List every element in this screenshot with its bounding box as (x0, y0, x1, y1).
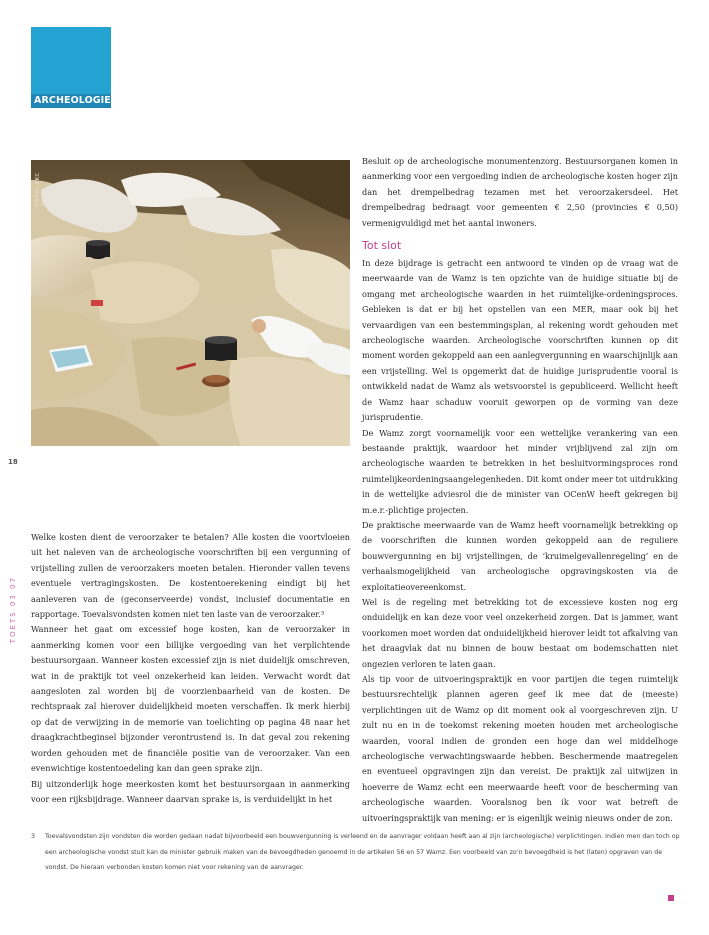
paragraph: Wanneer het gaat om excessief hoge kosten, kan de veroorzaker in aanmerking komen voor een billijke vergoeding van het verplichtende bestuursorgaan. Wanneer kosten excessief zijn is niet duidelijk omschreven, wat in de praktijk tot veel onzekerheid kan leiden. Verwacht wordt dat aangesloten zal worden bij de voorzienbaarheid van de kosten. De rechtspraak zal hierover duidelijkheid moeten verschaffen. Ik merk hierbij op dat de verwijzing in de memorie van toelichting op pagina 48 naar het draagkrachtbeginsel bijzonder verontrustend is. In dat geval zou rekening worden gehouden met de financiële positie van de veroorzaker. Van een evenwichtige kostentoedeling kan dan geen sprake zijn. (31, 624, 350, 774)
footnote-number: 3 (31, 833, 35, 840)
footnote (31, 829, 681, 876)
end-of-article-mark (668, 895, 674, 901)
section-heading: Tot slot (362, 239, 402, 253)
paragraph: De Wamz zorgt voornamelijk voor een wettelijke verankering van een bestaande praktijk, waardoor het minder vrijblijvend zal zijn om archeologische waarden te betrekken in het besluitvormingsproces rond ruimtelijkeordeningsaangelegenheden. Dit komt onder meer tot uitdrukking in de wettelijke adviesrol die de minister van OCenW heeft gekregen bij m.e.r.-plichtige projecten. (362, 427, 678, 515)
paragraph: Besluit op de archeologische monumentenzorg. Bestuursorganen komen in aanmerking voor een vergoeding indien de archeologische kosten hoger zijn dan het drempelbedrag tezamen met het veroorzakersdeel. Het drempelbedrag bedraagt voor gemeenten € 2,50 (provincies € 0,50) vermenigvuldigd met het aantal inwoners. (362, 156, 678, 228)
left-text-column (31, 530, 350, 807)
excavation-photo (31, 160, 350, 446)
page-number: 18 (8, 458, 18, 466)
paragraph: Wel is de regeling met betrekking tot de excessieve kosten nog erg onduidelijk en kan deze voor veel onzekerheid zorgen. Dat is jammer, want voorkomen moet worden dat onduidelijkheid hierover leidt tot afkalving van het draagvlak dat nu binnen de bouw bestaat om bodemschatten niet ongezien verloren te laten gaan. (362, 596, 678, 669)
footnote-text: Toevalsvondsten zijn vondsten die worden gedaan nadat bijvoorbeeld een bouwvergunning is verleend en de aanvrager voldaan heeft aan al zijn (archeologische) verplichtingen. Indien men dan toch op een archeologische vondst stuit kan de minister gebruik maken van de bevoegdheden genoemd in de artikelen 56 en 57 Wamz. Een voorbeeld van zo’n bevoegdheid is het (laten) opgraven van de vondst. De hieraan verbonden kosten komen niet voor rekening van de aanvrager. (45, 833, 680, 871)
paragraph: In deze bijdrage is getracht een antwoord te vinden op de vraag wat de meerwaarde van de Wamz is ten opzichte van de huidige situatie bij de omgang met archeologische waarden in het ruimtelijke-ordeningsproces. Gebleken is dat er bij het opstellen van een MER, maar ook bij het vervaardigen van een bestemmingsplan, al rekening wordt gehouden met archeologische waarden. Archeologische voorschriften kunnen op dit moment worden gekoppeld aan een aanlegvergunning en waarschijnlijk aan een vrijstelling. Wel is opgemerkt dat de huidige jurisprudentie vooral is ontwikkeld nadat de Wamz als wetsvoorstel is gepubliceerd. Wellicht heeft de Wamz haar schaduw vooruit geworpen op de vorming van deze jurisprudentie. (362, 258, 678, 423)
photo-credit: FOTO: SKC HU (35, 172, 47, 206)
section-label: ARCHEOLOGIE (31, 94, 111, 108)
right-text-column (362, 154, 678, 826)
paragraph: Als tip voor de uitvoeringspraktijk en voor partijen die tegen ruimtelijk bestuursrechtelijk plannen ageren geef ik mee dat de (meeste) verplichtingen uit de Wamz op dit moment ook al voorgeschreven zijn. U zult nu en in de toekomst rekening moeten houden met archeologische waarden, vooral indien de gronden een hoge dan wel middelhoge archeologische verwachtingswaarde hebben. Beschermende maatregelen en eventueel opgravingen zijn dan vereist. De praktijk zal uitwijzen in hoeverre de Wamz echt een meerwaarde heeft voor de bescherming van archeologische waarden. Vooralsnog ben ik voor wat betreft de uitvoeringspraktijk van mening: er is eigenlijk weinig nieuws onder de zon. (362, 674, 678, 823)
journal-issue: TOETS 03 07 (9, 576, 17, 644)
paragraph: Bij uitzonderlijk hoge meerkosten komt het bestuursorgaan in aanmerking voor een rijksbijdrage. Wanneer daarvan sprake is, is verduidelijkt in het (31, 778, 350, 804)
paragraph: Welke kosten dient de veroorzaker te betalen? Alle kosten die voortvloeien uit het naleven van de archeologische voorschriften bij een vergunning of vrijstelling zullen de veroorzakers moeten betalen. Hieronder vallen tevens eventuele vertragingskosten. De kostentoerekening eindigt bij het aanleveren van de (geconserveerde) vondst, inclusief documentatie en rapportage. Toevalsvondsten komen niet ten laste van de veroorzaker.³ (31, 532, 350, 620)
paragraph: De praktische meerwaarde van de Wamz heeft voornamelijk betrekking op de voorschriften die kunnen worden gekoppeld aan de reguliere bouwvergunning en bij vrijstellingen, de ‘kruimelgevallenregeling’ en de verhaalsmogelijkheid van archeologische opgravingskosten via de exploitatieovereenkomst. (362, 519, 678, 592)
